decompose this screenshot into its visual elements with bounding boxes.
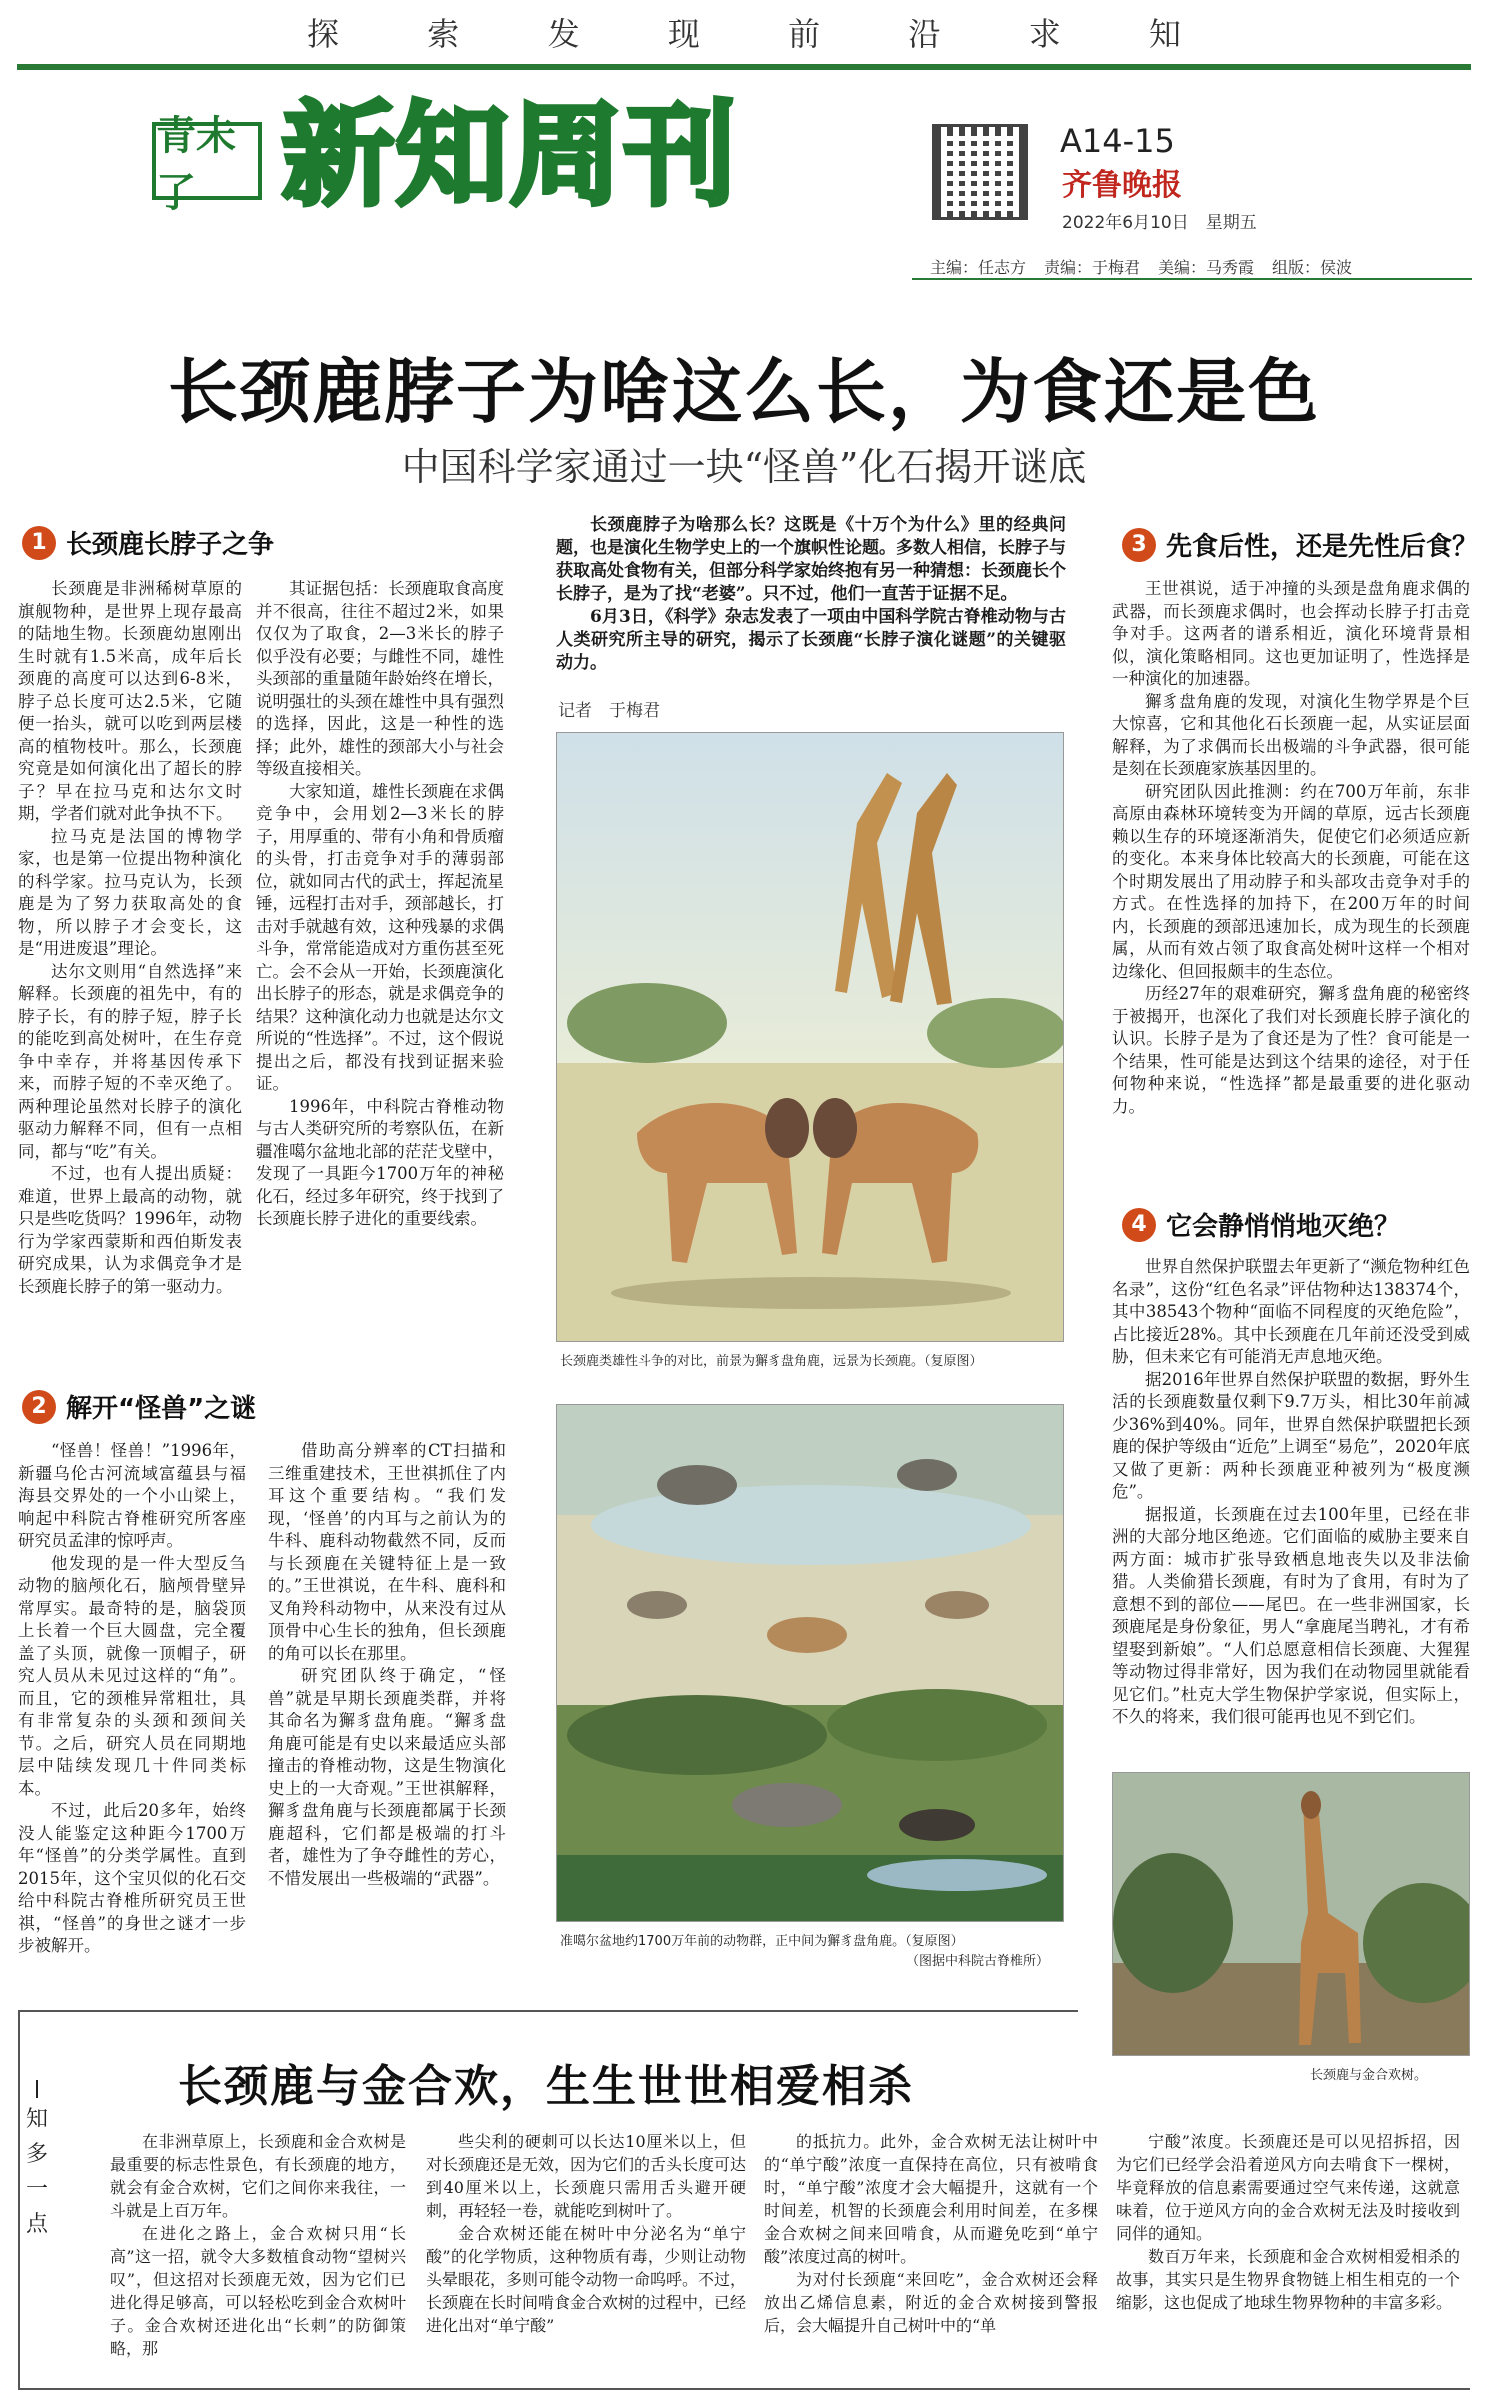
section-3-body (1112, 578, 1470, 1118)
paragraph: 王世祺说，适于冲撞的头颈是盘角鹿求偶的武器，而长颈鹿求偶时，也会挥动长脖子打击竞争对手。这两者的谱系相近，演化环境背景相似，演化策略相同。这也更加证明了，性选择是一种演化的加速器。 (1112, 579, 1470, 688)
paragraph: 世界自然保护联盟去年更新了“濒危物种红色名录”，这份“红色名录”评估物种达138374个，其中38543个物种“面临不同程度的灭绝危险”，占比接近28%。其中长颈鹿在几年前还没受到威胁，但未来它有可能消无声息地灭绝。 (1112, 1257, 1470, 1366)
divider (912, 278, 1472, 280)
section-2-column-b (268, 1440, 506, 1890)
section-1-column-a (18, 578, 242, 1298)
qr-code-icon (932, 124, 1028, 220)
masthead-title: 新知周刊 (282, 91, 738, 221)
slogan-char: 探 (307, 15, 340, 53)
paragraph: 宁酸”浓度。长颈鹿还是可以见招拆招，因为它们已经学会沿着逆风方向去啃食下一棵树，毕竟释放的信息素需要通过空气来传递，这就意味着，位于逆风方向的金合欢树无法及时接收到同伴的通知。 (1116, 2132, 1460, 2243)
paragraph: 大家知道，雄性长颈鹿在求偶竞争中，会用划2—3米长的脖子，用厚重的、带有小角和骨质瘤的头骨，打击竞争对手的薄弱部位，就如同古代的武士，挥起流星锤，远程打击对手，颈部越长，打击对手就越有效，这种残暴的求偶斗争，常常能造成对方重伤甚至死亡。会不会从一开始，长颈鹿演化出长脖子的形态，就是求偶竞争的结果？这种演化动力也就是达尔文所说的“性选择”。不过，这个假说提出之后，都没有找到证据来验证。 (256, 781, 504, 1093)
paragraph: 达尔文则用“自然选择”来解释。长颈鹿的祖先中，有的脖子长，有的脖子短，脖子长的能吃到高处树叶，在生存竞争中幸存，并将基因传承下来，而脖子短的不幸灭绝了。两种理论虽然对长脖子的演化驱动力解释不同，但有一点相同，都与“吃”有关。 (18, 961, 242, 1161)
paragraph: “怪兽！怪兽！”1996年，新疆乌伦古河流域富蕴县与福海县交界处的一个小山梁上，响起中科院古脊椎研究所客座研究员孟津的惊呼声。 (18, 1441, 246, 1550)
paragraph: 1996年，中科院古脊椎动物与古人类研究所的考察队伍，在新疆准噶尔盆地北部的茫茫戈壁中，发现了一具距今1700万年的神秘化石，经过多年研究，终于找到了长颈鹿长脖子进化的重要线索。 (256, 1096, 504, 1228)
fauna-illustration (556, 1404, 1064, 1922)
slogan-char: 索 (427, 15, 460, 53)
section-number: 2 (22, 1390, 56, 1424)
section-3-heading (1122, 526, 1478, 563)
paragraph: 些尖利的硬刺可以长达10厘米以上，但对长颈鹿还是无效，因为它们的舌头长度可达到40厘米以上，长颈鹿只需用舌头避开硬刺，再轻轻一卷，就能吃到树叶了。 (426, 2132, 747, 2220)
sidebar-column (110, 2130, 406, 2360)
paragraph: 历经27年的艰难研究，獬豸盘角鹿的秘密终于被揭开，也深化了我们对长颈鹿长脖子演化的认识。长脖子是为了食还是为了性？食可能是一个结果，性可能是达到这个结果的途径，对于任何物种来说，“性选择”都是最重要的进化驱动力。 (1112, 984, 1470, 1116)
tag-bar (36, 2080, 38, 2098)
tag-char: 知 (25, 2107, 48, 2132)
slogan-char: 发 (547, 15, 580, 53)
tag-char: 点 (25, 2212, 48, 2237)
paragraph: 在进化之路上，金合欢树只用“长高”这一招，就令大多数植食动物“望树兴叹”，但这招对长颈鹿无效，因为它们已进化得足够高，可以轻松吃到金合欢树叶子。金合欢树还进化出“长刺”的防御策略，那 (110, 2224, 406, 2358)
figure-caption: 长颈鹿类雄性斗争的对比，前景为獬豸盘角鹿，远景为长颈鹿。（复原图） (560, 1354, 983, 1369)
tag-char: 一 (25, 2177, 48, 2202)
section-1-column-b (256, 578, 504, 1231)
paragraph: 獬豸盘角鹿的发现，对演化生物学界是个巨大惊喜，它和其他化石长颈鹿一起，从实证层面解释，为了求偶而长出极端的斗争武器，很可能是刻在长颈鹿家族基因里的。 (1112, 691, 1470, 778)
paragraph: 借助高分辨率的CT扫描和三维重建技术，王世祺抓住了内耳这个重要结构。“我们发现，‘怪兽’的内耳与之前认为的牛科、鹿科动物截然不同，反而与长颈鹿在关键特征上是一致的。”王世祺说，在牛科、鹿科和叉角羚科动物中，从来没有过从顶骨中心生长的独角，但长颈鹿的角可以长在那里。 (268, 1441, 506, 1663)
section-4-heading (1122, 1206, 1400, 1243)
paragraph: 的抵抗力。此外，金合欢树无法让树叶中的“单宁酸”浓度一直保持在高位，只有被啃食时，“单宁酸”浓度才会大幅提升，这就有一个时间差，机智的长颈鹿会利用时间差，在多棵金合欢树之间来回啃食，从而避免吃到“单宁酸”浓度过高的树叶。 (764, 2132, 1098, 2266)
credit-item: 组版：侯波 (1272, 258, 1353, 277)
section-1-heading (22, 524, 274, 561)
paragraph: 他发现的是一件大型反刍动物的脑颅化石，脑颅骨壁异常厚实。最奇特的是，脑袋顶上长着一个巨大圆盘，完全覆盖了头顶，就像一顶帽子，研究人员从未见过这样的“角”。而且，它的颈椎异常粗壮，具有非常复杂的头颈和颈间关节。之后，研究人员在同期地层中陆续发现几十件同类标本。 (18, 1553, 246, 1798)
section-title: 先食后性，还是先性后食？ (1166, 532, 1479, 562)
paragraph: 拉马克是法国的博物学家，也是第一位提出物种演化的科学家。拉马克认为，长颈鹿是为了努力获取高处的食物，所以脖子才会变长，这是“用进废退”理论。 (18, 826, 242, 958)
paper-name: 齐鲁晚报 (1062, 168, 1182, 203)
sidebar-column (426, 2130, 746, 2337)
paragraph: 长颈鹿是非洲稀树草原的旗舰物种，是世界上现存最高的陆地生物。长颈鹿幼崽刚出生时就有1.5米高，成年后长颈鹿的高度可以达到6-8米，脖子总长度可达2.5米，它随便一抬头，就可以吃到两层楼高的植物枝叶。那么，长颈鹿究竟是如何演化出了超长的脖子？早在拉马克和达尔文时期，学者们就对此争执不下。 (18, 579, 242, 823)
paragraph: 在非洲草原上，长颈鹿和金合欢树是最重要的标志性景色，有长颈鹿的地方，就会有金合欢树，它们之间你来我往，一斗就是上百万年。 (110, 2132, 406, 2220)
paragraph: 数百万年来，长颈鹿和金合欢树相爱相杀的故事，其实只是生物界食物链上相生相克的一个缩影，这也促成了地球生物界物种的丰富多彩。 (1116, 2247, 1460, 2312)
divider (18, 2388, 1470, 2390)
section-number: 1 (22, 526, 56, 560)
section-2-heading (22, 1388, 256, 1425)
divider (18, 2010, 1078, 2012)
section-number: 3 (1122, 528, 1156, 562)
intro-paragraph: 6月3日，《科学》杂志发表了一项由中国科学院古脊椎动物与古人类研究所主导的研究，揭示了长颈鹿“长脖子演化谜题”的关键驱动力。 (556, 607, 1066, 673)
page-subheadline: 中国科学家通过一块“怪兽”化石揭开谜底 (401, 445, 1087, 489)
slogan-char: 现 (667, 15, 700, 53)
sidebar-column (764, 2130, 1098, 2337)
credit-item: 责编：于梅君 (1044, 258, 1141, 277)
article-intro (556, 514, 1066, 675)
page-headline: 长颈鹿脖子为啥这么长，为食还是色 (168, 351, 1320, 433)
issue-date: 2022年6月10日 星期五 (1062, 213, 1257, 233)
slogan-char: 沿 (908, 15, 941, 53)
section-2-column-a (18, 1440, 246, 1958)
sidebar-title: 长颈鹿与金合欢，生生世世相爱相杀 (178, 2061, 914, 2112)
paragraph: 不过，此后20多年，始终没人能鉴定这种距今1700万年“怪兽”的分类学属性。直到2015年，这个宝贝似的化石交给中科院古脊椎所研究员王世祺，“怪兽”的身世之谜才一步步被解开。 (18, 1801, 246, 1955)
tag-char: 多 (25, 2142, 48, 2167)
paragraph: 不过，也有人提出质疑：难道，世界上最高的动物，就只是些吃货吗？1996年，动物行为学家西蒙斯和西伯斯发表研究成果，认为求偶竞争才是长颈鹿长脖子的第一驱动力。 (18, 1164, 242, 1296)
section-logo: 青未了 (152, 122, 262, 200)
section-number: 4 (1122, 1208, 1156, 1242)
slogan-char: 知 (1148, 15, 1181, 53)
page-number: A14-15 (1060, 122, 1175, 160)
paragraph: 金合欢树还能在树叶中分泌名为“单宁酸”的化学物质，这种物质有毒，少则让动物头晕眼花，多则可能令动物一命呜呼。不过，长颈鹿在长时间啃食金合欢树的过程中，已经进化出对“单宁酸” (426, 2224, 747, 2335)
intro-paragraph: 长颈鹿脖子为啥那么长？这既是《十万个为什么》里的经典问题，也是演化生物学史上的一个旗帜性论题。多数人相信，长脖子与获取高处食物有关，但部分科学家始终抱有另一种猜想：长颈鹿长个长脖子，是为了找“老婆”。只不过，他们一直苦于证据不足。 (556, 515, 1066, 604)
byline: 记者 于梅君 (558, 701, 660, 721)
slogan-char: 求 (1028, 15, 1061, 53)
figure-credit: （图据中科院古脊椎所） (906, 1954, 1050, 1969)
credit-item: 美编：马秀霞 (1158, 258, 1255, 277)
masthead-slogan (17, 0, 1471, 70)
section-title: 长颈鹿长脖子之争 (66, 530, 275, 560)
paragraph: 据2016年世界自然保护联盟的数据，野外生活的长颈鹿数量仅剩下9.7万头，相比30年前减少36%到40%。同年，世界自然保护联盟把长颈鹿的保护等级由“近危”上调至“易危”，2020年底又做了更新：两种长颈鹿亚种被列为“极度濒危”。 (1112, 1369, 1470, 1501)
section-title: 它会静悄悄地灭绝？ (1166, 1212, 1401, 1242)
figure-caption: 准噶尔盆地约1700万年前的动物群，正中间为獬豸盘角鹿。（复原图） (560, 1934, 964, 1949)
paragraph: 其证据包括：长颈鹿取食高度并不很高，往往不超过2米，如果仅仅为了取食，2—3米长的脖子似乎没有必要；与雌性不同，雄性头颈部的重量随年龄始终在增长，说明强壮的头颈在雄性中具有强烈的选择，因此，这是一种性的选择；此外，雄性的颈部大小与社会等级直接相关。 (256, 579, 504, 778)
figure-caption: 长颈鹿与金合欢树。 (1310, 2068, 1428, 2083)
giraffe-fight-illustration (556, 732, 1064, 1342)
sidebar-tag (18, 2080, 56, 2238)
editor-credits (930, 255, 1352, 278)
paragraph: 研究团队因此推测：约在700万年前，东非高原由森林环境转变为开阔的草原，远古长颈鹿赖以生存的环境逐渐消失，促使它们必须适应新的变化。本来身体比较高大的长颈鹿，可能在这个时期发展出了用动脖子和头部攻击竞争对手的方式。在性选择的加持下，在200万年的时间内，长颈鹿的颈部迅速加长，成为现生的长颈鹿属，从而有效占领了取食高处树叶这样一个相对边缘化、但回报颇丰的生态位。 (1112, 781, 1470, 981)
section-4-body (1112, 1256, 1470, 1729)
credit-item: 主编：任志方 (930, 258, 1027, 277)
sidebar-column (1116, 2130, 1460, 2314)
paragraph: 为对付长颈鹿“来回吃”，金合欢树还会释放出乙烯信息素，附近的金合欢树接到警报后，会大幅提升自己树叶中的“单 (764, 2270, 1098, 2335)
section-title: 解开“怪兽”之谜 (66, 1394, 257, 1424)
giraffe-acacia-photo (1112, 1772, 1470, 2056)
paragraph: 据报道，长颈鹿在过去100年里，已经在非洲的大部分地区绝迹。它们面临的威胁主要来自两方面：城市扩张导致栖息地丧失以及非法偷猎。人类偷猎长颈鹿，有时为了食用，有时为了意想不到的部位——尾巴。在一些非洲国家，长颈鹿尾是身份象征，男人“拿鹿尾当聘礼，才有希望娶到新娘”。“人们总愿意相信长颈鹿、大猩猩等动物过得非常好，因为我们在动物园里就能看见它们。”杜克大学生物保护学家说，但实际上，不久的将来，我们很可能再也见不到它们。 (1112, 1504, 1470, 1726)
slogan-char: 前 (788, 15, 821, 53)
paragraph: 研究团队终于确定，“怪兽”就是早期长颈鹿类群，并将其命名为獬豸盘角鹿。“獬豸盘角鹿可能是有史以来最适应头部撞击的脊椎动物，这是生物演化史上的一大奇观。”王世祺解释，獬豸盘角鹿与长颈鹿都属于长颈鹿超科，它们都是极端的打斗者，雄性为了争夺雌性的芳心，不惜发展出一些极端的“武器”。 (268, 1666, 506, 1888)
